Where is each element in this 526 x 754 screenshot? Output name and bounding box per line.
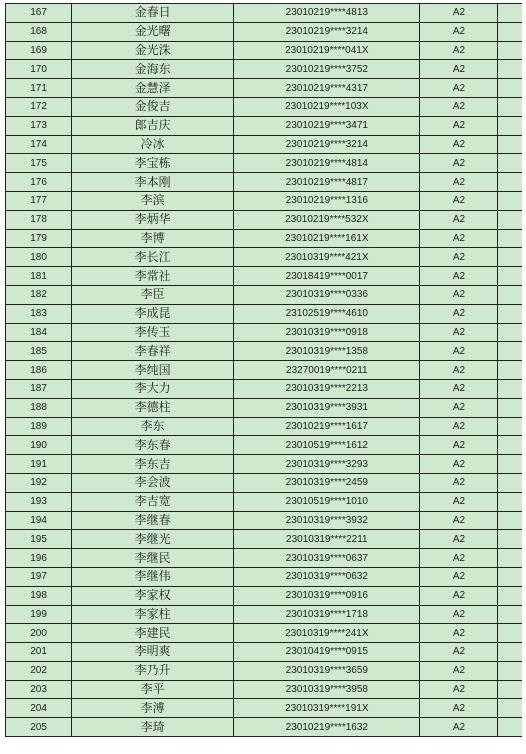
grade-cell[interactable]: A2	[420, 79, 498, 98]
grade-cell[interactable]: A2	[420, 643, 498, 662]
id-number-cell[interactable]: 23010519****1612	[234, 436, 420, 455]
table-row	[6, 285, 526, 304]
table-row	[6, 605, 526, 624]
table-row	[6, 398, 526, 417]
grade-cell[interactable]: A2	[420, 60, 498, 79]
id-number-cell[interactable]: 23010219****4317	[234, 79, 420, 98]
row-number-cell[interactable]: 174	[6, 135, 72, 154]
grade-cell[interactable]: A2	[420, 661, 498, 680]
name-cell[interactable]: 李博	[72, 229, 234, 248]
table-row	[6, 229, 526, 248]
row-number-cell[interactable]: 168	[6, 22, 72, 41]
id-number-cell[interactable]: 23010319****3931	[234, 398, 420, 417]
name-cell[interactable]: 李大力	[72, 379, 234, 398]
table-row	[6, 173, 526, 192]
name-cell[interactable]: 李家权	[72, 586, 234, 605]
row-number-cell[interactable]: 187	[6, 379, 72, 398]
id-number-cell[interactable]: 23010319****2459	[234, 473, 420, 492]
id-number-cell[interactable]: 23010219****4817	[234, 173, 420, 192]
row-number-cell[interactable]: 196	[6, 549, 72, 568]
id-number-cell[interactable]: 23010219****1316	[234, 191, 420, 210]
row-number-cell[interactable]: 173	[6, 116, 72, 135]
name-cell[interactable]: 李成昆	[72, 304, 234, 323]
id-number-cell[interactable]: 23010319****0637	[234, 549, 420, 568]
id-number-cell[interactable]: 23010319****2213	[234, 379, 420, 398]
name-cell[interactable]: 李吉宽	[72, 492, 234, 511]
row-number-cell[interactable]: 189	[6, 417, 72, 436]
sheet-right-margin	[522, 0, 526, 754]
table-row	[6, 624, 526, 643]
row-number-cell[interactable]: 167	[6, 4, 72, 23]
table-row	[6, 455, 526, 474]
table-row	[6, 680, 526, 699]
table-row	[6, 210, 526, 229]
table-row	[6, 267, 526, 286]
id-number-cell[interactable]: 23010319****3958	[234, 680, 420, 699]
id-number-cell[interactable]: 23010519****1010	[234, 492, 420, 511]
name-cell[interactable]: 李长江	[72, 248, 234, 267]
row-number-cell[interactable]: 197	[6, 567, 72, 586]
name-cell[interactable]: 李春祥	[72, 342, 234, 361]
grade-cell[interactable]: A2	[420, 549, 498, 568]
row-number-cell[interactable]: 203	[6, 680, 72, 699]
id-number-cell[interactable]: 23010319****0336	[234, 285, 420, 304]
grade-cell[interactable]: A2	[420, 361, 498, 380]
table-row	[6, 304, 526, 323]
name-cell[interactable]: 金春日	[72, 4, 234, 23]
table-row	[6, 530, 526, 549]
name-cell[interactable]: 李乃升	[72, 661, 234, 680]
row-number-cell[interactable]: 182	[6, 285, 72, 304]
id-number-cell[interactable]: 23010319****3932	[234, 511, 420, 530]
row-number-cell[interactable]: 184	[6, 323, 72, 342]
id-number-cell[interactable]: 23010219****3752	[234, 60, 420, 79]
table-row	[6, 511, 526, 530]
id-number-cell[interactable]: 23010319****1358	[234, 342, 420, 361]
grade-cell[interactable]: A2	[420, 455, 498, 474]
grade-cell[interactable]: A2	[420, 699, 498, 718]
row-number-cell[interactable]: 190	[6, 436, 72, 455]
grade-cell[interactable]: A2	[420, 22, 498, 41]
grade-cell[interactable]: A2	[420, 436, 498, 455]
id-number-cell[interactable]: 23010319****3293	[234, 455, 420, 474]
name-cell[interactable]: 李明爽	[72, 643, 234, 662]
row-number-cell[interactable]: 172	[6, 97, 72, 116]
row-number-cell[interactable]: 194	[6, 511, 72, 530]
row-number-cell[interactable]: 179	[6, 229, 72, 248]
name-cell[interactable]: 李常社	[72, 267, 234, 286]
id-number-cell[interactable]: 23010219****3214	[234, 135, 420, 154]
table-row	[6, 323, 526, 342]
table-row	[6, 436, 526, 455]
table-row	[6, 417, 526, 436]
name-cell[interactable]: 李宝栋	[72, 154, 234, 173]
table-row	[6, 643, 526, 662]
grade-cell[interactable]: A2	[420, 624, 498, 643]
table-row	[6, 248, 526, 267]
grade-cell[interactable]: A2	[420, 398, 498, 417]
id-number-cell[interactable]: 23010219****4813	[234, 4, 420, 23]
name-cell[interactable]: 李德柱	[72, 398, 234, 417]
grade-cell[interactable]: A2	[420, 605, 498, 624]
name-cell[interactable]: 李东	[72, 417, 234, 436]
name-cell[interactable]: 李本刚	[72, 173, 234, 192]
id-number-cell[interactable]: 23010219****1632	[234, 718, 420, 737]
id-number-cell[interactable]: 23018419****0017	[234, 267, 420, 286]
row-number-cell[interactable]: 176	[6, 173, 72, 192]
name-cell[interactable]: 李平	[72, 680, 234, 699]
name-cell[interactable]: 李继民	[72, 549, 234, 568]
id-number-cell[interactable]: 23010219****1617	[234, 417, 420, 436]
grade-cell[interactable]: A2	[420, 586, 498, 605]
id-number-cell[interactable]: 23010219****103X	[234, 97, 420, 116]
name-cell[interactable]: 李溥	[72, 699, 234, 718]
roster-table	[5, 3, 526, 737]
grade-cell[interactable]: A2	[420, 285, 498, 304]
id-number-cell[interactable]: 23010419****0915	[234, 643, 420, 662]
id-number-cell[interactable]: 23010219****4814	[234, 154, 420, 173]
grade-cell[interactable]: A2	[420, 229, 498, 248]
grade-cell[interactable]: A2	[420, 718, 498, 737]
row-number-cell[interactable]: 204	[6, 699, 72, 718]
grade-cell[interactable]: A2	[420, 4, 498, 23]
name-cell[interactable]: 金光曙	[72, 22, 234, 41]
row-number-cell[interactable]: 205	[6, 718, 72, 737]
id-number-cell[interactable]: 23010219****532X	[234, 210, 420, 229]
row-number-cell[interactable]: 183	[6, 304, 72, 323]
table-row	[6, 4, 526, 23]
row-number-cell[interactable]: 171	[6, 79, 72, 98]
name-cell[interactable]: 金海东	[72, 60, 234, 79]
id-number-cell[interactable]: 23010219****041X	[234, 41, 420, 60]
table-row	[6, 191, 526, 210]
row-number-cell[interactable]: 188	[6, 398, 72, 417]
name-cell[interactable]: 李滨	[72, 191, 234, 210]
table-row	[6, 473, 526, 492]
grade-cell[interactable]: A2	[420, 135, 498, 154]
table-row	[6, 718, 526, 737]
id-number-cell[interactable]: 23010319****421X	[234, 248, 420, 267]
name-cell[interactable]: 李继春	[72, 511, 234, 530]
grade-cell[interactable]: A2	[420, 154, 498, 173]
grade-cell[interactable]: A2	[420, 492, 498, 511]
name-cell[interactable]: 李东吉	[72, 455, 234, 474]
table-row	[6, 116, 526, 135]
row-number-cell[interactable]: 200	[6, 624, 72, 643]
row-number-cell[interactable]: 181	[6, 267, 72, 286]
name-cell[interactable]: 李会波	[72, 473, 234, 492]
table-row	[6, 342, 526, 361]
row-number-cell[interactable]: 177	[6, 191, 72, 210]
grade-cell[interactable]: A2	[420, 379, 498, 398]
grade-cell[interactable]: A2	[420, 210, 498, 229]
table-row	[6, 41, 526, 60]
grade-cell[interactable]: A2	[420, 173, 498, 192]
grade-cell[interactable]: A2	[420, 417, 498, 436]
name-cell[interactable]: 李继光	[72, 530, 234, 549]
row-number-cell[interactable]: 193	[6, 492, 72, 511]
name-cell[interactable]: 李琦	[72, 718, 234, 737]
grade-cell[interactable]: A2	[420, 342, 498, 361]
table-row	[6, 699, 526, 718]
table-row	[6, 79, 526, 98]
table-row	[6, 135, 526, 154]
id-number-cell[interactable]: 23102519****4610	[234, 304, 420, 323]
row-number-cell[interactable]: 185	[6, 342, 72, 361]
id-number-cell[interactable]: 23010319****2211	[234, 530, 420, 549]
row-number-cell[interactable]: 170	[6, 60, 72, 79]
grade-cell[interactable]: A2	[420, 323, 498, 342]
name-cell[interactable]: 李纯国	[72, 361, 234, 380]
id-number-cell[interactable]: 23010319****3659	[234, 661, 420, 680]
grade-cell[interactable]: A2	[420, 473, 498, 492]
table-row	[6, 549, 526, 568]
row-number-cell[interactable]: 199	[6, 605, 72, 624]
id-number-cell[interactable]: 23010219****3214	[234, 22, 420, 41]
table-row	[6, 492, 526, 511]
name-cell[interactable]: 李继伟	[72, 567, 234, 586]
grade-cell[interactable]: A2	[420, 567, 498, 586]
row-number-cell[interactable]: 175	[6, 154, 72, 173]
name-cell[interactable]: 李臣	[72, 285, 234, 304]
grade-cell[interactable]: A2	[420, 97, 498, 116]
grade-cell[interactable]: A2	[420, 116, 498, 135]
roster-table-body	[6, 4, 526, 737]
name-cell[interactable]: 李建民	[72, 624, 234, 643]
row-number-cell[interactable]: 180	[6, 248, 72, 267]
table-row	[6, 361, 526, 380]
name-cell[interactable]: 郎吉庆	[72, 116, 234, 135]
row-number-cell[interactable]: 198	[6, 586, 72, 605]
grade-cell[interactable]: A2	[420, 304, 498, 323]
row-number-cell[interactable]: 201	[6, 643, 72, 662]
id-number-cell[interactable]: 23010319****0916	[234, 586, 420, 605]
row-number-cell[interactable]: 191	[6, 455, 72, 474]
row-number-cell[interactable]: 178	[6, 210, 72, 229]
name-cell[interactable]: 李东春	[72, 436, 234, 455]
name-cell[interactable]: 金光洙	[72, 41, 234, 60]
grade-cell[interactable]: A2	[420, 511, 498, 530]
table-row	[6, 154, 526, 173]
table-row	[6, 379, 526, 398]
id-number-cell[interactable]: 23010319****191X	[234, 699, 420, 718]
grade-cell[interactable]: A2	[420, 41, 498, 60]
grade-cell[interactable]: A2	[420, 680, 498, 699]
id-number-cell[interactable]: 23010319****241X	[234, 624, 420, 643]
grade-cell[interactable]: A2	[420, 267, 498, 286]
name-cell[interactable]: 李家柱	[72, 605, 234, 624]
name-cell[interactable]: 金俊吉	[72, 97, 234, 116]
table-row	[6, 586, 526, 605]
row-number-cell[interactable]: 186	[6, 361, 72, 380]
id-number-cell[interactable]: 23010319****0632	[234, 567, 420, 586]
table-row	[6, 22, 526, 41]
row-number-cell[interactable]: 195	[6, 530, 72, 549]
grade-cell[interactable]: A2	[420, 191, 498, 210]
id-number-cell[interactable]: 23010319****1718	[234, 605, 420, 624]
id-number-cell[interactable]: 23010319****0918	[234, 323, 420, 342]
table-row	[6, 97, 526, 116]
row-number-cell[interactable]: 192	[6, 473, 72, 492]
table-row	[6, 567, 526, 586]
grade-cell[interactable]: A2	[420, 248, 498, 267]
name-cell[interactable]: 李传玉	[72, 323, 234, 342]
name-cell[interactable]: 李炳华	[72, 210, 234, 229]
id-number-cell[interactable]: 23010219****161X	[234, 229, 420, 248]
name-cell[interactable]: 冷冰	[72, 135, 234, 154]
table-row	[6, 60, 526, 79]
row-number-cell[interactable]: 202	[6, 661, 72, 680]
id-number-cell[interactable]: 23270019****0211	[234, 361, 420, 380]
id-number-cell[interactable]: 23010219****3471	[234, 116, 420, 135]
name-cell[interactable]: 金慧泽	[72, 79, 234, 98]
table-row	[6, 661, 526, 680]
grade-cell[interactable]: A2	[420, 530, 498, 549]
row-number-cell[interactable]: 169	[6, 41, 72, 60]
